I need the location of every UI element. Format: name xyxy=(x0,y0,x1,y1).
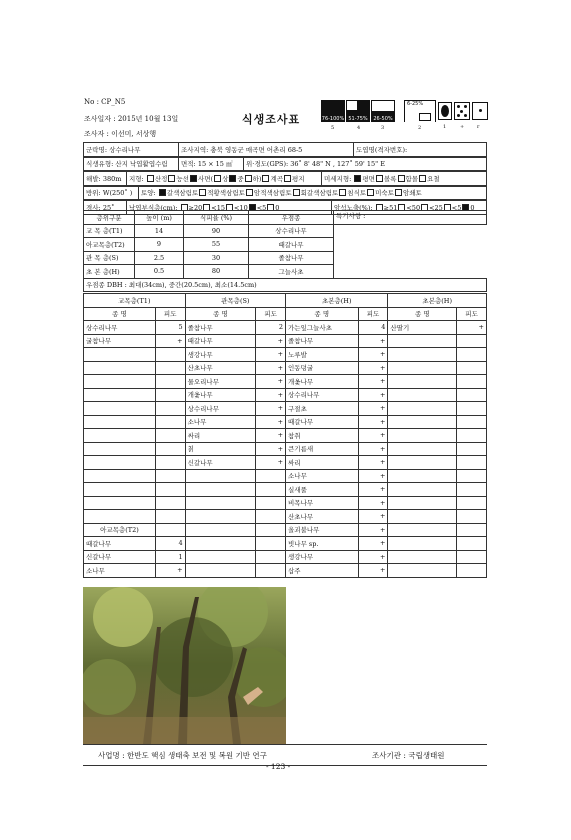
species-cover: + xyxy=(256,429,286,443)
layer-cell: 그늘사초 xyxy=(249,265,334,279)
species-cover: + xyxy=(358,456,388,470)
layer-cell: 90 xyxy=(184,224,249,238)
species-name xyxy=(84,361,156,375)
plot-area: 면적: 15 × 15 ㎡ xyxy=(179,157,244,171)
species-cover xyxy=(155,469,185,483)
species-name: 참취 xyxy=(286,429,359,443)
species-cover: + xyxy=(358,496,388,510)
checkbox-icon xyxy=(190,175,197,182)
species-name xyxy=(388,429,457,443)
species-row xyxy=(84,415,487,429)
species-name: 비목나무 xyxy=(286,496,359,510)
species-name: 상수리나무 xyxy=(185,402,256,416)
species-name xyxy=(84,510,156,524)
species-name: 삽주 xyxy=(286,564,359,578)
species-name xyxy=(84,348,156,362)
aspect: 방위: W(250˚ ) xyxy=(84,186,139,200)
species-row xyxy=(84,429,487,443)
species-cover: + xyxy=(256,415,286,429)
species-name: 개옻나무 xyxy=(185,388,256,402)
species-name xyxy=(84,456,156,470)
species-name xyxy=(185,483,256,497)
layer-cell: 14 xyxy=(135,224,184,238)
species-col-header: 종 명 피도 종 명 피도 종 명 피도 종 명 피도 xyxy=(84,307,487,321)
cover-label-3: 26-50% xyxy=(373,116,393,122)
soil_options-option: 갈색삼림토 xyxy=(166,189,199,198)
checkbox-icon xyxy=(354,175,361,182)
survey-location: 조사지역: 충북 영동군 매곡면 어촌리 68-5 xyxy=(179,143,354,157)
soil-field: 토양: 갈색삼림토 적황색삼림토 암적색삼림토 회갈색삼림토 침식토 미숙토 암쇄토 xyxy=(139,186,487,200)
species-name: 싸리 xyxy=(185,429,256,443)
species-cover: + xyxy=(358,442,388,456)
plot-number: No : CP_N5 xyxy=(84,98,126,106)
species-cover: + xyxy=(256,442,286,456)
micro_options-option: 평면 xyxy=(362,174,375,183)
species-name xyxy=(388,564,457,578)
species-row xyxy=(84,321,487,335)
layer-cell: 아교목층(T2) xyxy=(84,238,135,252)
forest-photo-image xyxy=(83,587,286,744)
species-name: 싸리 xyxy=(286,456,359,470)
species-cover: + xyxy=(358,564,388,578)
species-cover: + xyxy=(358,415,388,429)
species-cover xyxy=(457,402,487,416)
surveyors: 조사자 : 이선미, 서상행 xyxy=(84,130,157,138)
project-name: 사업명 : 한반도 핵심 생태축 보전 및 복원 기반 연구 xyxy=(98,751,267,760)
cover-plus-icon xyxy=(454,102,470,120)
checkbox-icon xyxy=(229,175,236,182)
species-name xyxy=(84,388,156,402)
checkbox-icon xyxy=(168,175,175,182)
soil_options-option: 회갈색삼림토 xyxy=(300,189,339,198)
species-cover xyxy=(457,550,487,564)
species-cover: 5 xyxy=(155,321,185,335)
layer-row xyxy=(84,265,487,279)
checkbox-icon xyxy=(147,175,154,182)
species-cover: + xyxy=(256,334,286,348)
species-cover xyxy=(457,375,487,389)
species-name: 큰기름새 xyxy=(286,442,359,456)
layer-cell: 졸참나무 xyxy=(249,251,334,265)
species-name: 소나무 xyxy=(84,564,156,578)
species-name: 상수리나무 xyxy=(286,388,359,402)
species-name xyxy=(388,334,457,348)
community-name: 군락명: 상수리나무 xyxy=(84,143,179,157)
species-name xyxy=(84,429,156,443)
species-cover xyxy=(256,564,286,578)
species-name xyxy=(388,469,457,483)
checkbox-icon xyxy=(284,175,291,182)
layer-cell: 2.5 xyxy=(135,251,184,265)
species-cover: + xyxy=(358,334,388,348)
species-name: 상수리나무 xyxy=(84,321,156,335)
layer-row xyxy=(84,251,487,265)
species-cover xyxy=(457,469,487,483)
species-name xyxy=(185,550,256,564)
species-name xyxy=(84,469,156,483)
micro_options-option: 요철 xyxy=(427,174,440,183)
species-row xyxy=(84,348,487,362)
species-cover: 1 xyxy=(155,550,185,564)
layer-header-row: 층위구분 높이 (m) 식피율 (%) 우점종 특기사항 : xyxy=(84,211,487,225)
species-row xyxy=(84,388,487,402)
checkbox-icon xyxy=(339,189,346,196)
litter_options-option: ≥20 xyxy=(188,203,203,212)
litter-depth-field: 낙엽부식층(cm): ≥20 <15 <10 <5 0 xyxy=(127,201,332,215)
page-number: - 123 - xyxy=(266,762,291,771)
rock_options-option: <5 xyxy=(451,203,462,212)
layer-cell: 30 xyxy=(184,251,249,265)
checkbox-icon xyxy=(395,189,402,196)
species-name xyxy=(84,402,156,416)
species-name xyxy=(185,510,256,524)
species-name xyxy=(388,523,457,537)
species-cover xyxy=(457,483,487,497)
species-name: 인동덩굴 xyxy=(286,361,359,375)
checkbox-icon xyxy=(159,189,166,196)
species-name xyxy=(388,496,457,510)
species-row xyxy=(84,402,487,416)
species-cover xyxy=(457,388,487,402)
species-cover xyxy=(256,537,286,551)
layer-cell: 0.5 xyxy=(135,265,184,279)
litter_options-option: <10 xyxy=(233,203,248,212)
species-cover: + xyxy=(358,510,388,524)
checkbox-icon xyxy=(246,189,253,196)
terrain_options-option: 상 xyxy=(222,174,229,183)
species-cover xyxy=(155,348,185,362)
species-name xyxy=(388,402,457,416)
species-name: 때갈나무 xyxy=(84,537,156,551)
species-cover xyxy=(155,456,185,470)
species-name: 빗나무 sp. xyxy=(286,537,359,551)
rock_options-option: 0 xyxy=(470,203,475,212)
species-name xyxy=(388,456,457,470)
species-name xyxy=(388,550,457,564)
species-cover xyxy=(457,429,487,443)
rock_options-option: <25 xyxy=(429,203,443,212)
terrain_options-option: 평지 xyxy=(292,174,305,183)
species-row xyxy=(84,510,487,524)
species-name: 칡 xyxy=(185,442,256,456)
layer-cell: 관 목 층(S) xyxy=(84,251,135,265)
species-cover xyxy=(457,442,487,456)
checkbox-icon xyxy=(419,175,426,182)
layer-table xyxy=(83,210,487,292)
species-row xyxy=(84,375,487,389)
species-row xyxy=(84,469,487,483)
species-row xyxy=(84,442,487,456)
terrain_options-option: 능선 xyxy=(176,174,189,183)
species-cover: + xyxy=(358,537,388,551)
species-cover: + xyxy=(256,456,286,470)
species-row xyxy=(84,496,487,510)
species-name xyxy=(185,537,256,551)
species-cover: + xyxy=(358,361,388,375)
litter_options-option: <15 xyxy=(211,203,225,212)
checkbox-icon xyxy=(398,175,405,182)
species-cover xyxy=(256,483,286,497)
species-cover xyxy=(155,523,185,537)
soil_options-option: 적황색삼림토 xyxy=(207,189,245,198)
species-cover xyxy=(155,361,185,375)
species-name xyxy=(84,415,156,429)
species-name: 구절초 xyxy=(286,402,359,416)
rock-exposure-field: 암석노출(%): ≥51 <50 <25 <5 0 xyxy=(332,201,487,215)
terrain-field: 지형: 산정 능선 사면( 상 중 하) 계곡 평지 xyxy=(127,172,322,186)
cover-label-5: 76-100% xyxy=(321,116,345,122)
micro-terrain-field: 미세지형: 평면 볼록 함몰 요철 xyxy=(322,172,487,186)
layer-cell: 55 xyxy=(184,238,249,252)
checkbox-icon xyxy=(214,175,221,182)
species-name: 아교목층(T2) xyxy=(84,523,156,537)
species-name xyxy=(84,375,156,389)
species-name: 소나무 xyxy=(185,415,256,429)
species-name: 산초나무 xyxy=(185,361,256,375)
layer-cell: 교 목 층(T1) xyxy=(84,224,135,238)
species-cover: 4 xyxy=(155,537,185,551)
site-info xyxy=(83,142,487,215)
terrain_options-option: 하) xyxy=(252,174,262,183)
cover-1-icon xyxy=(438,102,452,120)
species-cover: + xyxy=(457,321,487,335)
species-cover xyxy=(457,334,487,348)
checkbox-icon xyxy=(262,175,269,182)
species-row xyxy=(84,483,487,497)
layer-cell: 초 본 층(H) xyxy=(84,265,135,279)
checkbox-icon xyxy=(245,175,252,182)
species-cover: + xyxy=(256,375,286,389)
species-row xyxy=(84,361,487,375)
altitude: 해발: 380m xyxy=(84,172,127,186)
species-name xyxy=(388,388,457,402)
species-cover: + xyxy=(358,348,388,362)
species-row xyxy=(84,564,487,578)
terrain_options-option: 중 xyxy=(237,174,244,183)
species-cover xyxy=(155,496,185,510)
vegetation-type: 식생유형: 산지 낙엽활엽수림 xyxy=(84,157,179,171)
species-name xyxy=(388,442,457,456)
species-cover: + xyxy=(358,469,388,483)
species-cover xyxy=(256,523,286,537)
species-cover: + xyxy=(358,388,388,402)
species-cover xyxy=(457,523,487,537)
species-cover: + xyxy=(358,402,388,416)
species-row xyxy=(84,537,487,551)
species-name: 때갈나무 xyxy=(286,415,359,429)
terrain_options-option: 사면( xyxy=(197,174,214,183)
species-row xyxy=(84,550,487,564)
species-cover xyxy=(155,483,185,497)
species-cover: + xyxy=(256,348,286,362)
species-name: 산딸기 xyxy=(388,321,457,335)
species-cover xyxy=(457,496,487,510)
species-name: 신갈나무 xyxy=(185,456,256,470)
species-name xyxy=(84,496,156,510)
species-cover xyxy=(457,415,487,429)
cover-r-icon xyxy=(472,102,488,120)
species-name: 생강나무 xyxy=(286,550,359,564)
species-cover xyxy=(256,469,286,483)
species-name: 때갈나무 xyxy=(185,334,256,348)
site-photo xyxy=(83,587,286,744)
layer-row xyxy=(84,238,487,252)
species-cover xyxy=(155,388,185,402)
species-name: 졸참나무 xyxy=(286,334,359,348)
species-table xyxy=(83,293,487,578)
checkbox-icon xyxy=(293,189,300,196)
species-name xyxy=(185,523,256,537)
species-name xyxy=(388,375,457,389)
species-name xyxy=(185,469,256,483)
checkbox-icon xyxy=(376,175,383,182)
soil_options-option: 미숙토 xyxy=(375,189,394,198)
species-name xyxy=(388,537,457,551)
species-name: 실새풀 xyxy=(286,483,359,497)
species-name xyxy=(388,361,457,375)
species-name: 산초나무 xyxy=(286,510,359,524)
terrain_options-option: 산정 xyxy=(154,174,168,183)
species-name: 신갈나무 xyxy=(84,550,156,564)
species-cover xyxy=(457,537,487,551)
species-cover xyxy=(155,429,185,443)
cover-label-4: 51-75% xyxy=(348,116,368,122)
slope: 경사: 25˚ xyxy=(84,201,127,215)
species-cover xyxy=(457,361,487,375)
species-row xyxy=(84,523,487,537)
checkbox-icon xyxy=(367,189,374,196)
species-name: 졸참나무 xyxy=(185,321,256,335)
species-name xyxy=(388,348,457,362)
species-cover xyxy=(155,375,185,389)
species-name: 물오리나무 xyxy=(185,375,256,389)
special-notes: 특기사항 : xyxy=(334,211,487,225)
species-cover xyxy=(457,510,487,524)
species-cover: + xyxy=(256,388,286,402)
map-name: 도엽명(격자번호): xyxy=(354,143,487,157)
dbh-summary: 우점종 DBH : 최대(34cm), 중간(20.5cm), 최소(14.5cm) xyxy=(84,278,487,292)
rock_options-option: <50 xyxy=(406,203,421,212)
species-cover: + xyxy=(155,564,185,578)
species-cover: + xyxy=(358,429,388,443)
species-row xyxy=(84,456,487,470)
species-cover xyxy=(256,496,286,510)
species-cover: + xyxy=(256,402,286,416)
species-name xyxy=(185,496,256,510)
survey-date: 조사일자 : 2015년 10월 13일 xyxy=(84,115,179,123)
species-cover xyxy=(155,415,185,429)
species-cover: + xyxy=(256,361,286,375)
species-cover: + xyxy=(155,334,185,348)
species-group-header: 교목층(T1) 관목층(S) 초본층(H) 초본층(H) xyxy=(84,294,487,308)
species-cover xyxy=(457,456,487,470)
species-cover xyxy=(155,402,185,416)
terrain_options-option: 계곡 xyxy=(270,174,284,183)
species-name: 가는잎그늘사초 xyxy=(286,321,359,335)
soil_options-option: 암적색삼림토 xyxy=(253,189,292,198)
layer-cell: 상수리나무 xyxy=(249,224,334,238)
species-name xyxy=(388,483,457,497)
species-name: 개옻나무 xyxy=(286,375,359,389)
species-cover: + xyxy=(358,523,388,537)
micro_options-option: 함몰 xyxy=(405,174,419,183)
species-cover xyxy=(256,510,286,524)
species-name xyxy=(185,564,256,578)
species-cover xyxy=(457,564,487,578)
small-cover-symbols xyxy=(437,100,489,122)
layer-cell: 때갈나무 xyxy=(249,238,334,252)
species-name: 굴참나무 xyxy=(84,334,156,348)
species-cover: 4 xyxy=(358,321,388,335)
species-cover xyxy=(155,510,185,524)
species-cover: + xyxy=(358,375,388,389)
litter_options-option: 0 xyxy=(275,203,280,212)
species-name xyxy=(388,510,457,524)
species-name: 생강나무 xyxy=(185,348,256,362)
soil_options-option: 암쇄토 xyxy=(402,189,422,198)
survey-agency: 조사기관 : 국립생태원 xyxy=(372,751,445,760)
species-name xyxy=(84,483,156,497)
species-cover xyxy=(155,442,185,456)
litter_options-option: <5 xyxy=(256,203,267,212)
layer-row xyxy=(84,224,487,238)
species-cover xyxy=(457,348,487,362)
species-cover xyxy=(256,550,286,564)
species-name xyxy=(84,442,156,456)
micro_options-option: 볼록 xyxy=(383,174,397,183)
layer-cell: 80 xyxy=(184,265,249,279)
species-name: 올괴불나무 xyxy=(286,523,359,537)
species-cover: 2 xyxy=(256,321,286,335)
checkbox-icon xyxy=(199,189,206,196)
layer-cell: 9 xyxy=(135,238,184,252)
page-title: 식생조사표 xyxy=(242,113,301,126)
soil_options-option: 침식토 xyxy=(347,189,367,198)
rock_options-option: ≥51 xyxy=(383,203,398,212)
cover-label-2: 6-25% xyxy=(407,101,424,107)
species-cover: + xyxy=(358,483,388,497)
species-name xyxy=(388,415,457,429)
species-name: 소나무 xyxy=(286,469,359,483)
gps-coordinates: 위·경도(GPS): 36˚ 8' 48" N , 127˚ 59' 15" E xyxy=(244,157,487,171)
species-cover: + xyxy=(358,550,388,564)
species-row xyxy=(84,334,487,348)
species-name: 노루발 xyxy=(286,348,359,362)
